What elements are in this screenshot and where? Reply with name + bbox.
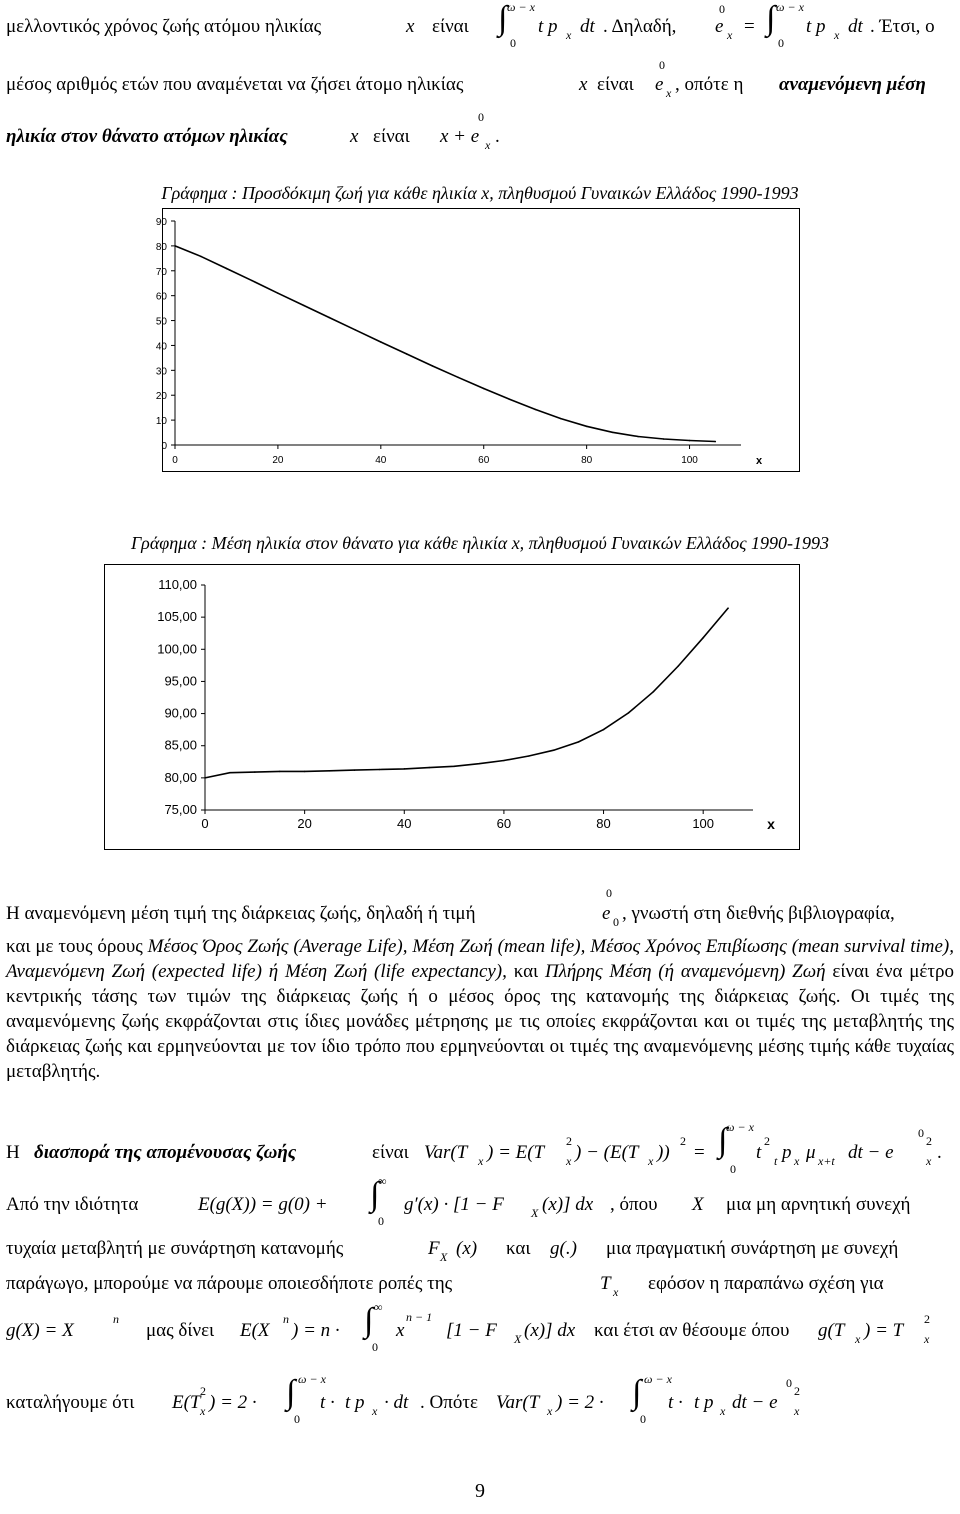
chart2-caption: Γράφημα : Μέση ηλικία στον θάνατο για κάθε ηλικία x, πληθυσμού Γυναικών Ελλάδος 1990-1993 (130, 533, 830, 553)
line3-text-a: ηλικία στον θάνατο ατόμων ηλικίας (6, 126, 288, 147)
line1-var-x: x (406, 16, 415, 37)
line2-e-top: 0 (659, 58, 665, 72)
prop-l1-integral-sign: ∫ (370, 1176, 380, 1213)
chart1-data-point (689, 440, 691, 442)
prop-l1-a: Από την ιδιότητα (6, 1194, 139, 1215)
prop-l2-g: g(.) (550, 1238, 577, 1259)
chart1-data-point (560, 418, 562, 420)
var-formula-sub3: x (648, 1154, 654, 1168)
integral2-sub: x (834, 28, 840, 42)
prop-l4-g2-sub: x (855, 1332, 861, 1346)
line3-e-top: 0 (478, 110, 484, 124)
conclude-b: . Οπότε (420, 1392, 478, 1413)
chart1-x-tick-label: 100 (681, 455, 698, 466)
var-dot: . (937, 1142, 942, 1163)
chart1-data-point (277, 292, 279, 294)
chart1-series-line (175, 246, 715, 442)
chart2-x-tick-label: 100 (692, 816, 715, 831)
chart2-x-tick-label: 0 (201, 816, 209, 831)
chart1-data-point (534, 409, 536, 411)
prop-l3-T: T (600, 1273, 611, 1294)
chart2-data-point (578, 741, 580, 743)
chart2-data-point (279, 771, 281, 773)
conclude-f1b: ) = 2 · (209, 1392, 257, 1413)
line1-equals: = (744, 16, 755, 37)
chart2-y-tick-label: 90,00 (164, 705, 197, 721)
conclude-f1-tp: t p (345, 1392, 365, 1413)
conclude-f1-body: t · (320, 1392, 335, 1413)
var-sq-3: 2 (764, 1134, 770, 1148)
conclude-f2-e-sub: x (794, 1404, 800, 1418)
chart1-x-axis-label: x (755, 455, 763, 467)
chart2-y-tick-label: 85,00 (164, 737, 197, 753)
conclude-f2-e-top: 0 (786, 1376, 792, 1390)
chart2-data-point (379, 769, 381, 771)
var-t-sub: t (774, 1154, 778, 1168)
chart1-data-point (380, 341, 382, 343)
prop-l1-c: μια μη αρνητική συνεχή (726, 1194, 911, 1215)
chart1-data-point (457, 377, 459, 379)
prop-l1-body2: (x)] dx (542, 1194, 594, 1215)
conclude-int2-upper: ω − x (644, 1372, 672, 1386)
chart2-data-point (453, 765, 455, 767)
chart2-svg (105, 565, 799, 849)
prop-l4-g2c: 2 (924, 1312, 930, 1326)
chart1-data-point (200, 256, 202, 258)
chart1-y-tick-label: 80 (155, 241, 167, 253)
var-eq: = (694, 1142, 705, 1163)
var-int-upper: ω − x (726, 1120, 754, 1134)
chart2-data-point (653, 691, 655, 693)
chart2-data-point (329, 770, 331, 772)
chart1-caption: Γράφημα : Προσδόκιμη ζωή για κάθε ηλικία x, πληθυσμού Γυναικών Ελλάδος 1990-1993 (161, 183, 799, 203)
var-e-top: 0 (918, 1126, 924, 1140)
chart2-data-point (628, 712, 630, 714)
line2-e: e (655, 74, 664, 95)
line3-expr: x + e (440, 126, 480, 147)
para1-text-1: Η αναμενόμενη μέση τιμή της διάρκειας ζωής, δηλαδή ή τιμή (6, 903, 476, 924)
prop-l3-b: εφόσον η παραπάνω σχέση για (648, 1273, 884, 1294)
chart1-y-tick-label: 60 (155, 291, 167, 303)
integral2-sign: ∫ (766, 0, 776, 37)
prop-l4-int-lower: 0 (372, 1340, 378, 1354)
chart1-data-point (354, 329, 356, 331)
line1-text-a: μελλοντικός χρόνος ζωής ατόμου ηλικίας (6, 16, 322, 37)
chart1-y-tick-label: 0 (161, 441, 167, 452)
conclude-a: καταλήγουμε ότι (6, 1392, 135, 1413)
conclude-f1: E(T (172, 1392, 201, 1413)
conclude-f2: Var(T (496, 1392, 540, 1413)
var-text-b: διασπορά της απομένουσας ζωής (34, 1142, 297, 1163)
chart2-y-tick-label: 95,00 (164, 673, 197, 689)
chart1-x-tick-label: 80 (581, 455, 593, 466)
prop-l2-Fx: (x) (456, 1238, 478, 1259)
conclude-f1-sq: 2 (200, 1384, 206, 1398)
prop-l4-E: E(X (240, 1320, 270, 1341)
integral1-lower-limit: 0 (510, 36, 516, 50)
line1-text-b: είναι (432, 16, 469, 37)
conclude-int1-lower: 0 (294, 1412, 300, 1426)
chart2-data-point (428, 767, 430, 769)
prop-l4-body3: (x)] dx (524, 1320, 576, 1341)
para1-text-6: και (513, 961, 539, 982)
prop-l2-b: και (506, 1238, 531, 1259)
conclude-f2-sq: 2 (794, 1384, 800, 1398)
chart1-frame (155, 208, 800, 472)
line2-text-a: μέσος αριθμός ετών που αναμένεται να ζήσει άτομο ηλικίας (6, 74, 464, 95)
chart1-data-point (174, 245, 176, 247)
chart2-y-tick-label: 75,00 (164, 802, 197, 817)
chart2-data-point (727, 607, 729, 609)
chart2-x-tick-label: 20 (297, 816, 312, 831)
chart1-data-point (251, 280, 253, 282)
var-formula-left: Var(T (424, 1142, 468, 1163)
prop-l4-sub: X (514, 1332, 522, 1346)
var-formula-sub1: x (478, 1154, 484, 1168)
chart1-y-tick-label: 70 (155, 266, 167, 278)
chart2-data-point (478, 763, 480, 765)
prop-l4-E2: ) = n · (292, 1320, 340, 1341)
prop-l1-body: g′(x) · [1 − F (404, 1194, 504, 1215)
chart1-svg (155, 209, 799, 471)
ex-sub: x (727, 28, 733, 42)
chart1-x-tick-label: 40 (375, 455, 387, 466)
conclude-integral2-sign: ∫ (632, 1374, 642, 1411)
para1-text-2: , γνωστή στη διεθνής βιβλιογραφία, (622, 903, 895, 924)
chart2-x-tick-label: 40 (397, 816, 412, 831)
chart1-data-point (406, 353, 408, 355)
var-int-body: t (756, 1142, 762, 1163)
para1-text-7: Πλήρης Μέση (544, 961, 652, 982)
chart1-data-point (303, 305, 305, 307)
chart2-data-point (553, 749, 555, 751)
prop-l1-X: X (692, 1194, 704, 1215)
var-int-end: dt − e (848, 1142, 894, 1163)
conclude-integral1-sign: ∫ (286, 1374, 296, 1411)
chart2-frame (104, 564, 800, 850)
line1-text-c: . Δηλαδή, (603, 16, 677, 37)
line3-var-x: x (350, 126, 359, 147)
var-sq-2: 2 (680, 1134, 686, 1148)
prop-l4-int-upper: ∞ (374, 1300, 383, 1314)
prop-l1-formula: E(g(X)) = g(0) + (198, 1194, 328, 1215)
conclude-int2-lower: 0 (640, 1412, 646, 1426)
para1-body (6, 934, 954, 1084)
var-p-sub: x (794, 1154, 800, 1168)
line3-text-b: είναι (373, 126, 410, 147)
chart1-y-tick-label: 50 (155, 316, 167, 328)
conclude-f2-tp-sub: x (720, 1404, 726, 1418)
chart1-x-tick-label: 60 (478, 455, 490, 466)
prop-l4-integral-sign: ∫ (364, 1302, 374, 1339)
chart2-data-point (254, 771, 256, 773)
var-formula-mid2: ) − (E(T (575, 1142, 639, 1163)
var-sq-4: 2 (926, 1134, 932, 1148)
prop-l4-n: n (113, 1312, 119, 1326)
conclude-f2-tp: t p (694, 1392, 714, 1413)
prop-l4-g: g(X) = X (6, 1320, 74, 1341)
chart1-y-tick-label: 30 (155, 366, 167, 378)
prop-l1-b: , όπου (610, 1194, 658, 1215)
para1-text-5: (mean survival time), Αναμενόμενη Ζωή (expected life) ή Μέση Ζωή (life expectancy), (6, 936, 955, 982)
line3-end: . (495, 126, 500, 147)
chart2-data-point (204, 777, 206, 779)
chart2-data-point (503, 760, 505, 762)
chart2-series-line (205, 608, 728, 778)
var-int-mu: μ (806, 1142, 816, 1163)
prop-l3-T-sub: x (613, 1285, 619, 1299)
chart2-data-point (603, 729, 605, 731)
integral2-body: t p (806, 16, 826, 37)
chart2-x-axis-label: x (767, 816, 775, 832)
para1-text-8: (ή αναμενόμενη) Ζωή (658, 961, 826, 982)
chart2-y-tick-label: 80,00 (164, 769, 197, 785)
chart1-y-tick-label: 10 (155, 416, 167, 428)
chart2-y-tick-label: 100,00 (157, 641, 197, 657)
integral1-upper-limit: ω − x (507, 0, 535, 14)
conclude-int1-upper: ω − x (298, 1372, 326, 1386)
conclude-f2-dt: dt − e (732, 1392, 778, 1413)
chart1-x-tick-label: 0 (172, 455, 178, 466)
var-formula-mid3: )) (657, 1142, 670, 1163)
chart2-data-point (229, 772, 231, 774)
integral1-body: t p (538, 16, 558, 37)
chart1-x-tick-label: 20 (272, 455, 284, 466)
chart1-data-point (663, 438, 665, 440)
chart1-data-point (509, 398, 511, 400)
chart1-data-point (612, 432, 614, 434)
prop-l2-a: τυχαία μεταβλητή με συνάρτηση κατανομής (6, 1238, 344, 1259)
integral2-lower-limit: 0 (778, 36, 784, 50)
line2-text-c: , οπότε η (675, 74, 744, 95)
var-int-lower: 0 (730, 1162, 736, 1176)
integral1-dt: dt (580, 16, 595, 37)
conclude-f1-sub: x (200, 1404, 206, 1418)
prop-l2-F: F (428, 1238, 440, 1259)
prop-l4-pow: n − 1 (406, 1310, 433, 1324)
prop-l4-a: μας δίνει (146, 1320, 215, 1341)
var-sq-1: 2 (566, 1134, 572, 1148)
chart1-data-point (714, 441, 716, 443)
var-formula-mid: ) = E(T (487, 1142, 545, 1163)
prop-l1-int-upper: ∞ (378, 1174, 387, 1188)
var-formula-sub2: x (566, 1154, 572, 1168)
integral2-upper-limit: ω − x (776, 0, 804, 14)
prop-l4-g2b: ) = T (864, 1320, 904, 1341)
ex-top-zero: 0 (719, 2, 725, 16)
prop-l2-F-sub: X (440, 1250, 448, 1264)
var-int-p: p (782, 1142, 792, 1163)
para1-e-top: 0 (606, 886, 612, 900)
conclude-f2-body: t · (668, 1392, 683, 1413)
prop-l4-g2d: x (924, 1332, 930, 1346)
chart1-data-point (431, 365, 433, 367)
prop-l1-sub: X (531, 1206, 539, 1220)
var-text-a: Η (6, 1142, 20, 1163)
prop-l4-E-n: n (283, 1312, 289, 1326)
integral1-sign: ∫ (498, 0, 508, 37)
chart1-y-tick-label: 90 (155, 217, 167, 228)
var-mu-sub: x+t (818, 1154, 835, 1168)
var-text-c: είναι (372, 1142, 409, 1163)
para1-e-sub: 0 (613, 915, 619, 929)
prop-l4-b: και έτσι αν θέσουμε όπου (594, 1320, 790, 1341)
chart1-data-point (329, 317, 331, 319)
chart1-data-point (483, 388, 485, 390)
chart2-data-point (528, 755, 530, 757)
line1-text-d: . Έτσι, ο (870, 16, 935, 37)
line2-e-sub: x (666, 86, 672, 100)
prop-l1-int-lower: 0 (378, 1214, 384, 1228)
chart2-data-point (702, 637, 704, 639)
line3-e-sub: x (485, 138, 491, 152)
ex-e: e (715, 16, 724, 37)
conclude-f2b: ) = 2 · (556, 1392, 604, 1413)
prop-l4-body2: [1 − F (446, 1320, 497, 1341)
conclude-f1-tp-sub: x (372, 1404, 378, 1418)
prop-l4-g2: g(T (818, 1320, 845, 1341)
conclude-f1-dt: · dt (384, 1392, 409, 1413)
var-integral-sign: ∫ (718, 1122, 728, 1159)
line2-text-b: είναι (597, 74, 634, 95)
integral1-sub: x (566, 28, 572, 42)
prop-l4-body: x (396, 1320, 405, 1341)
chart1-y-tick-label: 20 (155, 391, 167, 403)
chart2-y-tick-label: 110,00 (158, 577, 197, 592)
chart1-data-point (586, 426, 588, 428)
chart1-data-point (637, 436, 639, 438)
chart2-x-tick-label: 60 (496, 816, 512, 831)
page-number: 9 (475, 1480, 485, 1502)
para1-text-4: Μέσος Όρος Ζωής (Average Life), Μέση Ζωή (mean life), Μέσος Χρόνος Επιβίωσης (147, 936, 787, 957)
chart2-data-point (677, 665, 679, 667)
conclude-f2-sub: x (547, 1404, 553, 1418)
prop-l2-c: μια πραγματική συνάρτηση με συνεχή (606, 1238, 899, 1259)
chart1-data-point (226, 268, 228, 270)
chart2-data-point (304, 771, 306, 773)
prop-l3-a: παράγωγο, μπορούμε να πάρουμε οποιεσδήποτε ροπές της (6, 1273, 453, 1294)
chart2-data-point (403, 768, 405, 770)
chart2-x-tick-label: 80 (596, 816, 611, 831)
para1-text-3: και με τους όρους (6, 936, 143, 957)
integral2-dt: dt (848, 16, 863, 37)
chart2-data-point (354, 769, 356, 771)
line2-text-d: αναμενόμενη μέση (779, 74, 926, 95)
line2-var-x: x (579, 74, 588, 95)
chart1-y-tick-label: 40 (155, 341, 167, 353)
para1-e: e (602, 903, 611, 924)
chart2-y-tick-label: 105,00 (157, 609, 197, 625)
para1-text-9: είναι ένα μέτρο κεντρικής τάσης των τιμών της διάρκειας ζωής ή ο μέσος όρος της κατανομής της διάρκειας ζωής. Οι τιμές της αναμενόμενης ζωής εκφράζονται στις ίδιες μονάδες μέτρησης με τις οποίες εκφράζονται και οι τιμές της μεταβλητής της διάρκειας ζωής και ερμηνεύονται με τον ίδιο τρόπο που ερμηνεύονται οι τιμές της αναμενόμενης μέσης τιμής κάθε τυχαίας μεταβλητής. (6, 961, 955, 1082)
var-e-sub: x (926, 1154, 932, 1168)
